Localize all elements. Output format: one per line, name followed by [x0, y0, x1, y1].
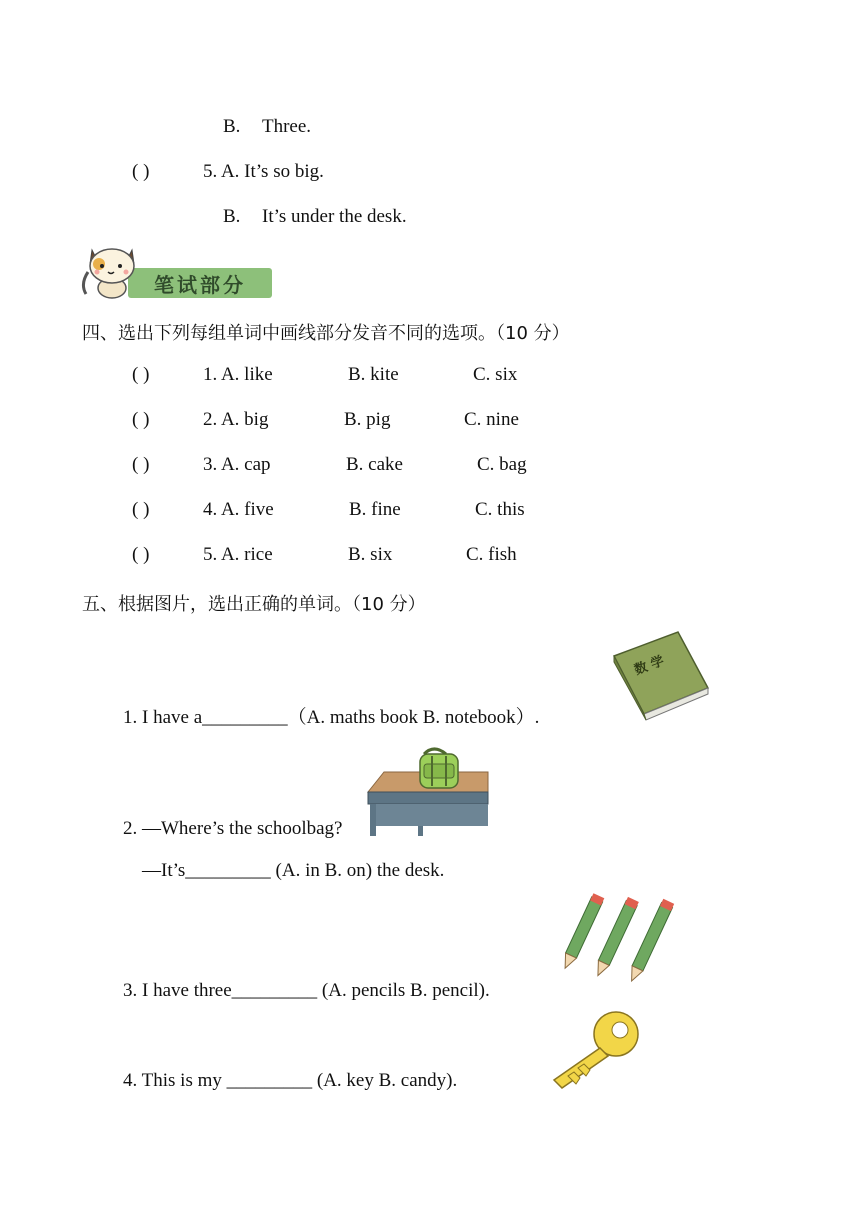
answer-paren[interactable]: ( ) [132, 544, 150, 565]
banner-bar [128, 268, 272, 298]
section-4-heading: 四、选出下列每组单词中画线部分发音不同的选项。（10 分） [82, 323, 570, 344]
question-5-option-a: 5. A. It’s so big. [203, 161, 324, 182]
question-4: 4. This is my _________ (A. key B. candy). [123, 1070, 458, 1091]
answer-paren[interactable]: ( ) [132, 364, 150, 385]
option-c: C. six [473, 364, 518, 385]
three-pencils-icon [562, 892, 680, 998]
banner-label: 笔试部分 [154, 273, 246, 297]
option-c: C. fish [466, 544, 517, 565]
cat-mascot-icon [80, 242, 142, 300]
pencil-1 [562, 893, 604, 971]
answer-paren[interactable]: ( ) [132, 409, 150, 430]
option-b: B. six [348, 544, 393, 565]
section-5-heading: 五、根据图片，选出正确的单词。（10 分） [82, 594, 426, 615]
option-b-text: It’s under the desk. [262, 206, 407, 227]
option-b-text: Three. [262, 116, 312, 137]
option-b: B. cake [346, 454, 403, 475]
book-cover-label: 数 学 [632, 653, 667, 679]
question-2-line-1: 2. —Where’s the schoolbag? [123, 818, 343, 839]
option-b-label: B. [223, 206, 241, 227]
option-a: 2. A. big [203, 409, 269, 430]
option-a: 3. A. cap [203, 454, 271, 475]
option-a: 4. A. five [203, 499, 274, 520]
option-a: 1. A. like [203, 364, 273, 385]
option-c: C. this [475, 499, 525, 520]
question-1: 1. I have a_________（A. maths book B. notebook）. [123, 707, 540, 728]
question-2-line-2: —It’s_________ (A. in B. on) the desk. [142, 860, 445, 881]
option-b: B. fine [349, 499, 401, 520]
option-c: C. nine [464, 409, 519, 430]
question-3: 3. I have three_________ (A. pencils B. pencil). [123, 980, 490, 1001]
key-icon [550, 1006, 644, 1092]
answer-paren[interactable]: ( ) [132, 161, 150, 182]
written-part-banner [80, 242, 276, 300]
answer-paren[interactable]: ( ) [132, 499, 150, 520]
answer-paren[interactable]: ( ) [132, 454, 150, 475]
option-c: C. bag [477, 454, 527, 475]
option-a: 5. A. rice [203, 544, 273, 565]
option-b: B. pig [344, 409, 391, 430]
schoolbag-on-desk-icon [364, 744, 490, 838]
option-b-label: B. [223, 116, 241, 137]
maths-book-icon [608, 628, 712, 722]
option-b: B. kite [348, 364, 399, 385]
